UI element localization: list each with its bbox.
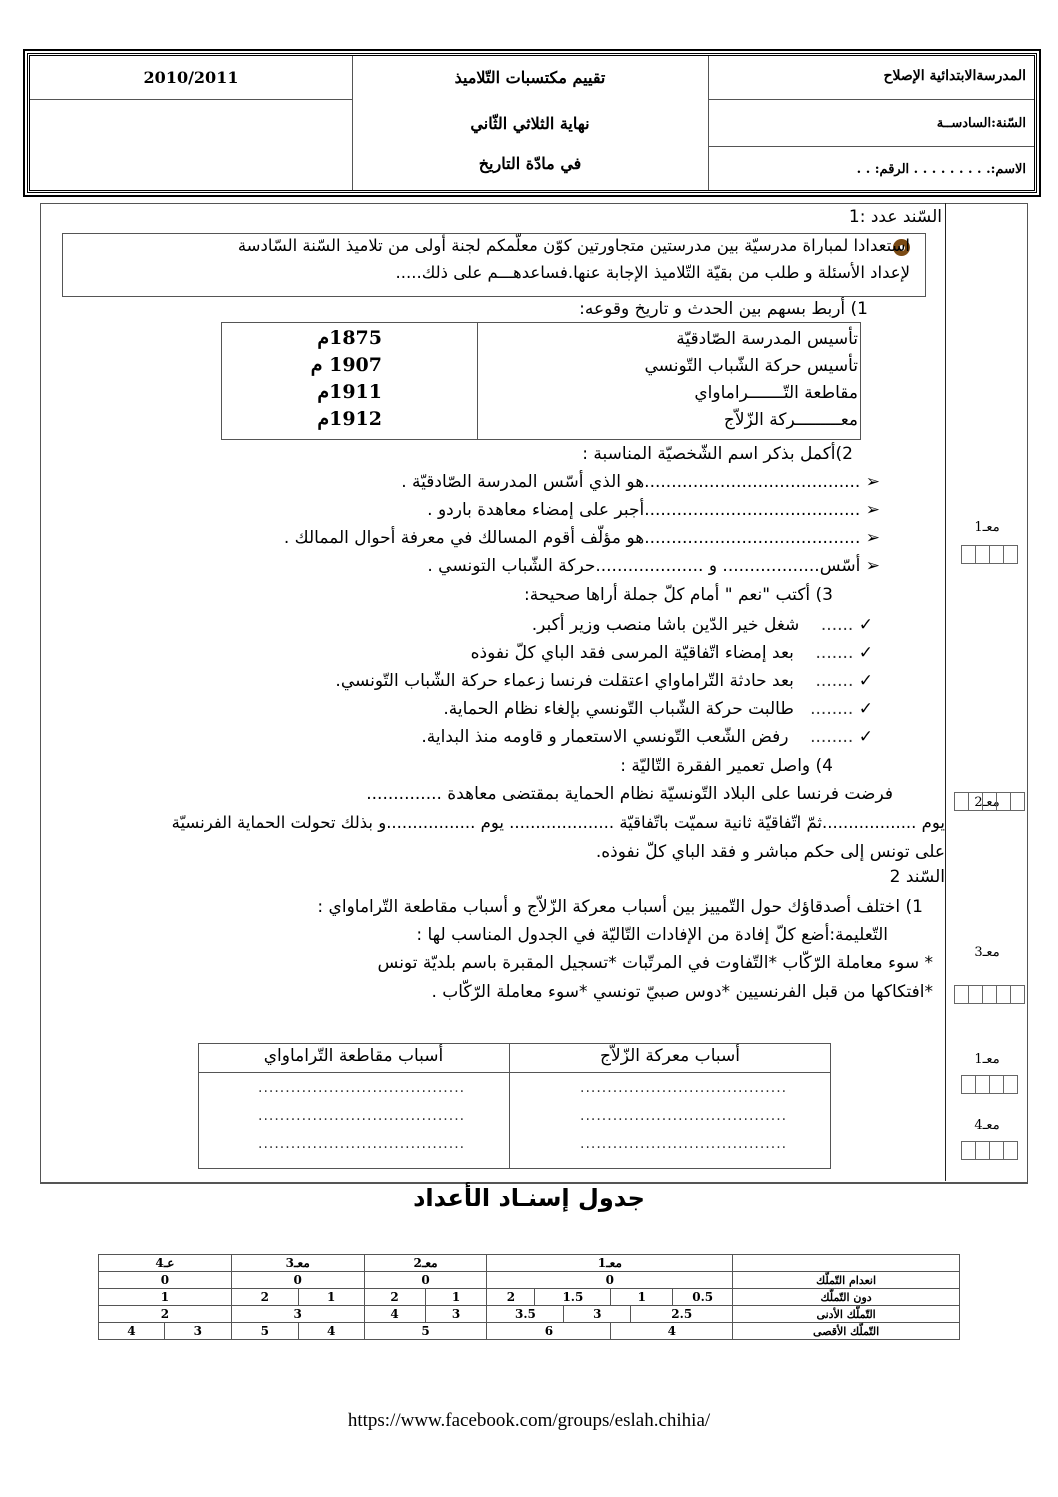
row-label: التّملّك الأدنى xyxy=(733,1306,960,1323)
grade-cell: 2 xyxy=(364,1289,425,1306)
doc2-instruction: التّعليمة:أضع كلّ إفادة من الإفادات التّاليّة في الجدول المناسب لها : xyxy=(416,925,888,945)
score-label: معـ1 xyxy=(974,1052,1000,1067)
check-icon: ✓ xyxy=(853,699,873,719)
q3-item[interactable]: ✓ ....... بعد حادثة التّراماواي اعتقلت فرنسا زعماء حركة الشّباب التّونسي. xyxy=(335,671,873,691)
grade-cell: 3 xyxy=(425,1306,487,1323)
grade-cell: 3 xyxy=(231,1306,364,1323)
intro-text-line2: لإعداد الأسئلة و طلب من بقيّة التّلاميذ الإجابة عنها.فساعدهـــم على ذلك..... xyxy=(395,263,910,282)
q4-line1[interactable]: فرضت فرنسا على البلاد التّونسيّة نظام الحماية بمقتضى معاهدة .............. xyxy=(366,784,893,804)
grade-cell: 1 xyxy=(611,1289,673,1306)
q2-item[interactable]: ➢ ........................................أجبر على إمضاء معاهدة باردو . xyxy=(427,500,880,520)
criterion-header: عـ4 xyxy=(99,1255,232,1272)
q3-item[interactable]: ✓ ...... شغل خير الدّين باشا منصب وزير أكبر. xyxy=(531,615,873,635)
score-boxes-mu3[interactable] xyxy=(955,985,1025,1004)
grade-cell: 3 xyxy=(564,1306,631,1323)
grade-cell: 4 xyxy=(364,1306,425,1323)
q2-item[interactable]: ➢ ........................................هو الذي أسّس المدرسة الصّادقيّة . xyxy=(401,472,880,492)
exam-subject: في مادّة التاريخ xyxy=(478,154,582,173)
answer-blank[interactable]: ...................................... xyxy=(258,1108,466,1124)
grade-cell: 1 xyxy=(425,1289,487,1306)
grade-cell: 0.5 xyxy=(673,1289,733,1306)
grading-table xyxy=(98,1254,960,1340)
criterion-header: معـ2 xyxy=(364,1255,487,1272)
grading-row-below xyxy=(99,1289,960,1306)
check-icon: ✓ xyxy=(853,671,873,691)
criterion-header: معـ1 xyxy=(487,1255,733,1272)
q2-item[interactable]: ➢ ........................................هو مؤلّف أقوم المسالك في معرفة أحوال الممالك . xyxy=(283,528,880,548)
doc2-options-line2: *افتكاكها من قبل الفرنسيين *دوس صبيّ تونسي *سوء معاملة الرّكّاب . xyxy=(431,982,933,1002)
answer-blank[interactable]: ...................................... xyxy=(258,1136,466,1152)
grade-cell: 4 xyxy=(298,1323,364,1340)
arrow-bullet-icon: ➢ xyxy=(860,500,880,520)
arrow-bullet-icon: ➢ xyxy=(860,528,880,548)
grading-row-min xyxy=(99,1306,960,1323)
q4-title: 4) واصل تعمير الفقرة التّاليّة : xyxy=(620,756,833,776)
q2-item[interactable]: ➢ أسّس.................. و ....................حركة الشّباب التونسي . xyxy=(427,556,880,576)
check-icon: ✓ xyxy=(853,727,873,747)
q3-item[interactable]: ✓ ........ طالبت حركة الشّباب التّونسي بإلغاء نظام الحماية. xyxy=(443,699,873,719)
school-year: 2010/2011 xyxy=(143,68,239,87)
answer-blank[interactable]: ...................................... xyxy=(580,1108,788,1124)
grade-cell: 0 xyxy=(364,1272,487,1289)
q3-item[interactable]: ✓ ....... بعد إمضاء اتّفاقيّة المرسى فقد الباي كلّ نفوذه xyxy=(470,643,873,663)
header-table xyxy=(27,53,1037,193)
q1-date: 1912م xyxy=(317,408,382,430)
grading-row-none xyxy=(99,1272,960,1289)
grade-cell: 0 xyxy=(99,1272,232,1289)
answer-blank[interactable]: ...................................... xyxy=(580,1136,788,1152)
grade-cell: 2 xyxy=(487,1289,535,1306)
footer-url[interactable]: https://www.facebook.com/groups/eslah.chihia/ xyxy=(347,1410,711,1431)
grade-cell: 5 xyxy=(364,1323,487,1340)
q4-line3: على تونس إلى حكم مباشر و فقد الباي كلّ نفوذه. xyxy=(595,842,945,862)
grade-level: السّنة:السادســة xyxy=(936,116,1026,131)
q1-date: 1911م xyxy=(317,381,382,403)
exam-term: نهاية الثلاثي الثّاني xyxy=(470,114,590,133)
empty-cell xyxy=(733,1255,960,1272)
score-boxes-mu1b[interactable] xyxy=(962,1075,1018,1094)
doc2-q1-title: 1) اختلف أصدقاؤك حول التّمييز بين أسباب معركة الزّلاّج و أسباب مقاطعة التّراماواي : xyxy=(317,897,923,917)
grading-title: جدول إسنـاد الأعداد xyxy=(413,1184,645,1212)
school-name: المدرسةالابتدائية الإصلاح xyxy=(883,68,1026,84)
score-column-divider xyxy=(945,203,946,1181)
column-header-zallaj: أسباب معركة الزّلاّج xyxy=(600,1046,740,1066)
score-boxes-mu4[interactable] xyxy=(962,1141,1018,1160)
grade-cell: 5 xyxy=(231,1323,298,1340)
q1-date: 1875م xyxy=(317,327,382,349)
q1-table-divider xyxy=(477,322,478,440)
q1-date: 1907 م xyxy=(310,354,382,376)
q1-event: مقاطعة التّـــــــراماواي xyxy=(694,383,858,403)
grading-header-row xyxy=(99,1255,960,1272)
doc1-heading: السّند عدد :1 xyxy=(848,207,942,227)
score-label: معـ4 xyxy=(974,1118,1000,1133)
grade-cell: 2.5 xyxy=(631,1306,733,1323)
column-header-tramway: أسباب مقاطعة التّراماواي xyxy=(263,1046,444,1066)
grade-cell: 4 xyxy=(611,1323,733,1340)
grade-cell: 2 xyxy=(99,1306,232,1323)
doc2-options-line1: * سوء معاملة الرّكّاب *التّفاوت في المرتّبات *تسجيل المقبرة باسم بلديّة تونس xyxy=(377,953,933,973)
grading-row-max xyxy=(99,1323,960,1340)
check-icon: ✓ xyxy=(853,643,873,663)
grade-cell: 6 xyxy=(487,1323,611,1340)
causes-table-header-line xyxy=(198,1072,830,1073)
doc2-heading: السّند 2 xyxy=(889,867,945,887)
grade-cell: 1 xyxy=(298,1289,364,1306)
score-label: معـ3 xyxy=(974,945,1000,960)
row-label: التّملّك الأقصى xyxy=(733,1323,960,1340)
score-label: معـ2 xyxy=(974,795,1000,810)
grade-cell: 1 xyxy=(99,1289,232,1306)
answer-blank[interactable]: ...................................... xyxy=(580,1080,788,1096)
q3-item[interactable]: ✓ ........ رفض الشّعب التّونسي الاستعمار و قاومه منذ البداية. xyxy=(421,727,873,747)
score-boxes-mu2[interactable] xyxy=(955,792,1025,811)
row-label: دون التّملّك xyxy=(733,1289,960,1306)
criterion-header: معـ3 xyxy=(231,1255,364,1272)
score-label: معـ1 xyxy=(974,520,1000,535)
exam-title: تقييم مكتسبات التّلاميذ xyxy=(454,68,606,87)
answer-blank[interactable]: ...................................... xyxy=(258,1080,466,1096)
q2-title: 2)أكمل بذكر اسم الشّخصيّة المناسبة : xyxy=(582,444,853,464)
grade-cell: 1.5 xyxy=(535,1289,611,1306)
grade-cell: 4 xyxy=(99,1323,165,1340)
grade-cell: 0 xyxy=(487,1272,733,1289)
q3-title: 3) أكتب "نعم " أمام كلّ جملة أراها صحيحة: xyxy=(524,585,833,605)
grade-cell: 3.5 xyxy=(487,1306,564,1323)
score-boxes[interactable] xyxy=(962,545,1018,564)
grade-cell: 2 xyxy=(231,1289,298,1306)
grade-cell: 3 xyxy=(164,1323,231,1340)
intro-text-line1: استعدادا لمباراة مدرسيّة بين مدرستين متجاورتين كوّن معلّمكم لجنة أولى من تلاميذ السّنة السّادسة xyxy=(237,236,910,255)
row-label: انعدام التّملّك xyxy=(733,1272,960,1289)
arrow-bullet-icon: ➢ xyxy=(860,472,880,492)
q1-event: معـــــــــركة الزّلاّج xyxy=(723,410,858,430)
q1-title: 1) أربط بسهم بين الحدث و تاريخ وقوعه: xyxy=(579,299,868,319)
q1-event: تأسيس حركة الشّباب التّونسي xyxy=(644,356,858,376)
check-icon: ✓ xyxy=(853,615,873,635)
grade-cell: 0 xyxy=(231,1272,364,1289)
name-field[interactable]: الاسم:. . . . . . . . . الرقم: . . xyxy=(856,162,1026,177)
arrow-bullet-icon: ➢ xyxy=(860,556,880,576)
q1-event: تأسيس المدرسة الصّادقيّة xyxy=(676,329,858,349)
q4-line2[interactable]: يوم ..................ثمّ اتّفاقيّة ثانية سميّت باتّفاقيّة .................... يوم .................و بذلك تحولت الحماية الفرنسيّة xyxy=(171,813,945,832)
